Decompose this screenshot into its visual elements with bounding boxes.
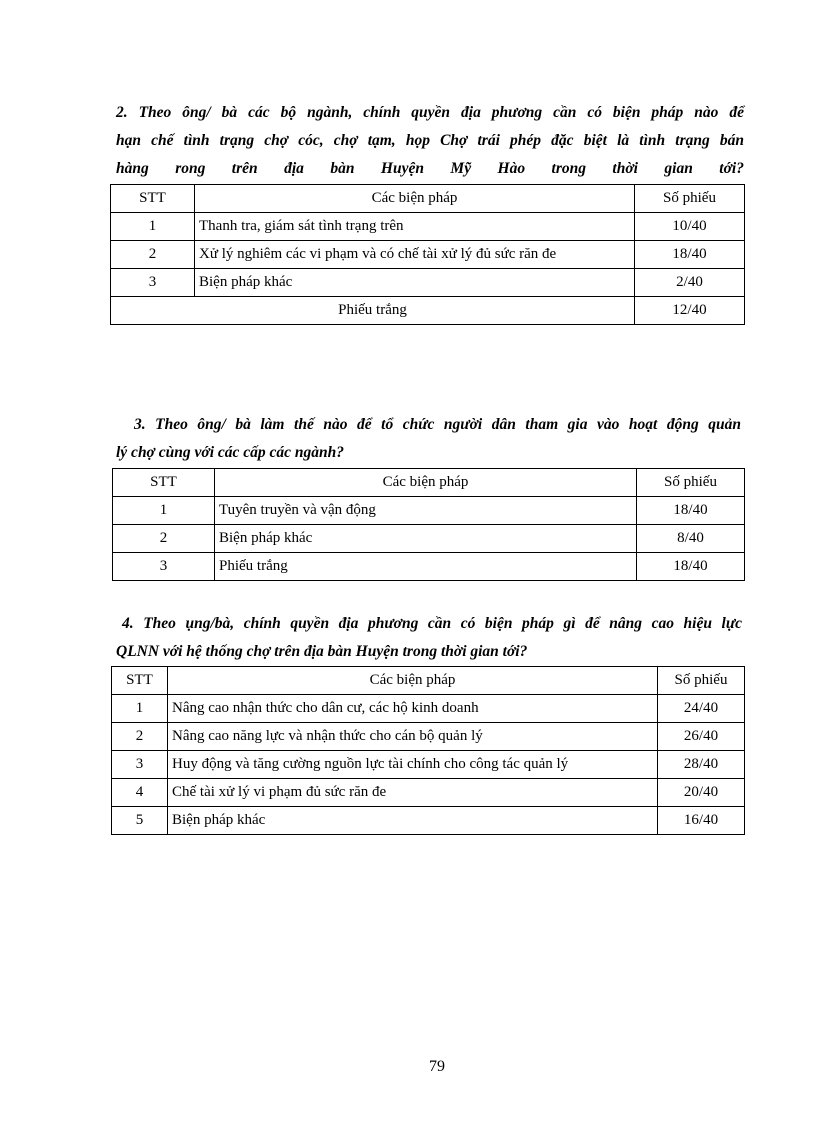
question-4 [116, 610, 742, 666]
cell-measure: Nâng cao nhận thức cho dân cư, các hộ kinh doanh [168, 695, 658, 723]
table-row [112, 723, 745, 751]
question-2-line-3: hàng rong trên địa bàn Huyện Mỹ Hào trong thời gian tới? [116, 160, 744, 177]
cell-votes: 26/40 [658, 723, 745, 751]
cell-votes: 18/40 [637, 553, 745, 581]
cell-stt: 3 [113, 553, 215, 581]
header-votes: Số phiếu [658, 667, 745, 695]
question-2-line-2: hạn chế tình trạng chợ cóc, chợ tạm, họp Chợ trái phép đặc biệt là tình trạng bán [116, 132, 744, 149]
cell-measure: Chế tài xử lý vi phạm đủ sức răn đe [168, 779, 658, 807]
cell-measure: Thanh tra, giám sát tình trạng trên [195, 213, 635, 241]
cell-votes: 16/40 [658, 807, 745, 835]
question-3-line-1: 3. Theo ông/ bà làm thế nào để tổ chức người dân tham gia vào hoạt động quản [134, 416, 741, 433]
cell-stt: 1 [113, 497, 215, 525]
table-row [111, 241, 745, 269]
question-2-line-1: 2. Theo ông/ bà các bộ ngành, chính quyền địa phương cần có biện pháp nào để [116, 104, 744, 121]
question-2 [116, 99, 744, 183]
header-measures: Các biện pháp [195, 185, 635, 213]
cell-votes: 10/40 [635, 213, 745, 241]
table-row [112, 751, 745, 779]
header-stt: STT [112, 667, 168, 695]
cell-votes: 24/40 [658, 695, 745, 723]
header-votes: Số phiếu [635, 185, 745, 213]
cell-measure: Biện pháp khác [215, 525, 637, 553]
cell-stt: 2 [113, 525, 215, 553]
page-number: 79 [429, 1058, 445, 1075]
question-3-line-2: lý chợ cùng với các cấp các ngành? [116, 444, 345, 461]
table-row [111, 269, 745, 297]
table-row [111, 213, 745, 241]
cell-stt: 4 [112, 779, 168, 807]
table-footer-row [111, 297, 745, 325]
cell-votes: 28/40 [658, 751, 745, 779]
cell-measure: Tuyên truyền và vận động [215, 497, 637, 525]
cell-stt: 3 [112, 751, 168, 779]
cell-blank-ballot-label: Phiếu trắng [111, 297, 635, 325]
cell-measure: Nâng cao năng lực và nhận thức cho cán bộ quản lý [168, 723, 658, 751]
header-measures: Các biện pháp [215, 469, 637, 497]
cell-measure: Huy động và tăng cường nguồn lực tài chính cho công tác quản lý [168, 751, 658, 779]
cell-measure: Xử lý nghiêm các vi phạm và có chế tài xử lý đủ sức răn đe [195, 241, 635, 269]
cell-votes: 18/40 [637, 497, 745, 525]
table-row [113, 497, 745, 525]
cell-blank-ballot-votes: 12/40 [635, 297, 745, 325]
cell-stt: 1 [112, 695, 168, 723]
cell-stt: 1 [111, 213, 195, 241]
cell-measure: Biện pháp khác [168, 807, 658, 835]
cell-measure: Phiếu trắng [215, 553, 637, 581]
question-3 [116, 411, 741, 467]
table-row [112, 807, 745, 835]
header-stt: STT [111, 185, 195, 213]
header-stt: STT [113, 469, 215, 497]
table-question-3 [112, 468, 745, 581]
table-row [112, 695, 745, 723]
cell-votes: 2/40 [635, 269, 745, 297]
cell-measure: Biện pháp khác [195, 269, 635, 297]
question-4-line-1: 4. Theo ụng/bà, chính quyền địa phương cần có biện pháp gì để nâng cao hiệu lực [122, 615, 742, 632]
question-4-line-2: QLNN với hệ thống chợ trên địa bàn Huyện trong thời gian tới? [116, 643, 528, 660]
cell-votes: 18/40 [635, 241, 745, 269]
table-question-2 [110, 184, 745, 325]
cell-votes: 20/40 [658, 779, 745, 807]
header-votes: Số phiếu [637, 469, 745, 497]
table-row [113, 553, 745, 581]
cell-stt: 5 [112, 807, 168, 835]
cell-stt: 2 [112, 723, 168, 751]
table-header-row [111, 185, 745, 213]
cell-stt: 3 [111, 269, 195, 297]
table-header-row [112, 667, 745, 695]
table-row [113, 525, 745, 553]
cell-votes: 8/40 [637, 525, 745, 553]
table-row [112, 779, 745, 807]
table-question-4 [111, 666, 745, 835]
table-header-row [113, 469, 745, 497]
header-measures: Các biện pháp [168, 667, 658, 695]
cell-stt: 2 [111, 241, 195, 269]
